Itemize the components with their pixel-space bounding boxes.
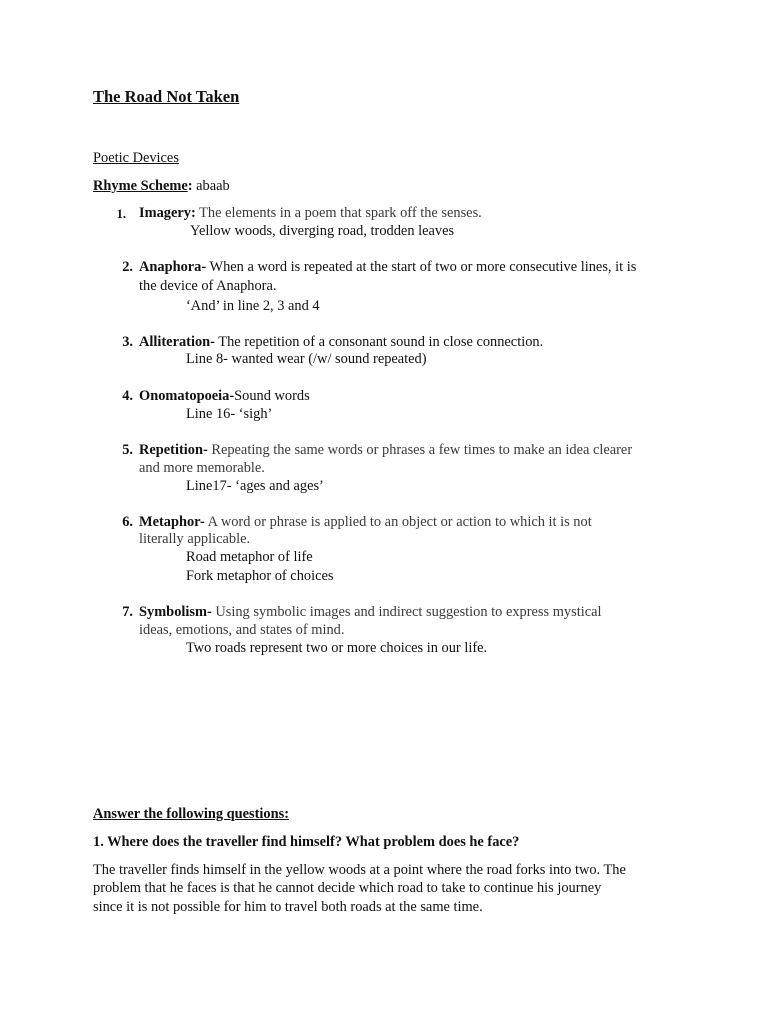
rhyme-scheme-value: abaab (196, 178, 230, 194)
device-description: Using symbolic images and indirect suggestion to express mystical (215, 604, 602, 620)
device-description-cont: ideas, emotions, and states of mind. (139, 622, 345, 638)
device-term: Alliteration- (139, 334, 215, 350)
device-number: 7. (122, 604, 133, 620)
device-term: Metaphor- (139, 514, 205, 530)
device-term: Symbolism- (139, 604, 212, 620)
poetic-devices-heading: Poetic Devices (93, 150, 179, 166)
device-term: Repetition- (139, 442, 208, 458)
device-description-cont: the device of Anaphora. (139, 278, 277, 294)
answer-1-line: The traveller finds himself in the yellow woods at a point where the road forks into two. The (93, 862, 626, 878)
device-example: Yellow woods, diverging road, trodden leaves (190, 223, 455, 239)
device-number: 2. (122, 259, 133, 275)
rhyme-scheme-line (93, 177, 230, 195)
device-example: ‘And’ in line 2, 3 and 4 (186, 298, 320, 314)
device-first-line (139, 258, 636, 276)
device-example: Line17- ‘ages and ages’ (186, 478, 324, 494)
device-example: Two roads represent two or more choices in our life. (186, 640, 488, 656)
device-description: Repeating the same words or phrases a few times to make an idea clearer (211, 442, 633, 458)
answer-1-line: since it is not possible for him to travel both roads at the same time. (93, 899, 483, 915)
device-example: Line 16- ‘sigh’ (186, 406, 273, 422)
device-number: 3. (122, 334, 133, 350)
device-description-cont: and more memorable. (139, 460, 265, 476)
device-example: Line 8- wanted wear (/w/ sound repeated) (186, 351, 427, 367)
device-number: 5. (122, 442, 133, 458)
answer-1-line: problem that he faces is that he cannot decide which road to take to continue his journey (93, 880, 602, 896)
device-term: Anaphora- (139, 259, 207, 275)
device-first-line (139, 513, 592, 531)
device-first-line (139, 441, 632, 459)
device-description: A word or phrase is applied to an object or action to which it is not (207, 514, 592, 530)
rhyme-scheme-label: Rhyme Scheme (93, 178, 188, 194)
question-1: 1. Where does the traveller find himself? What problem does he face? (93, 834, 520, 850)
device-term: Imagery: (139, 205, 196, 221)
device-number: 1. (116, 207, 126, 221)
device-first-line (139, 387, 310, 405)
device-example: Road metaphor of life (186, 549, 313, 565)
device-description: The elements in a poem that spark off the senses. (199, 205, 482, 221)
questions-heading: Answer the following questions: (93, 806, 290, 822)
device-example: Fork metaphor of choices (186, 568, 334, 584)
device-description: When a word is repeated at the start of two or more consecutive lines, it is (209, 259, 637, 275)
device-description: Sound words (234, 388, 310, 404)
device-first-line (139, 603, 601, 621)
device-number: 6. (122, 514, 133, 530)
device-number: 4. (122, 388, 133, 404)
device-description-cont: literally applicable. (139, 531, 251, 547)
device-description: The repetition of a consonant sound in close connection. (218, 334, 544, 350)
device-first-line (139, 204, 482, 222)
device-first-line (139, 333, 543, 351)
rhyme-scheme-colon: : (187, 178, 193, 194)
device-term: Onomatopoeia- (139, 388, 235, 404)
page-title: The Road Not Taken (93, 87, 240, 106)
